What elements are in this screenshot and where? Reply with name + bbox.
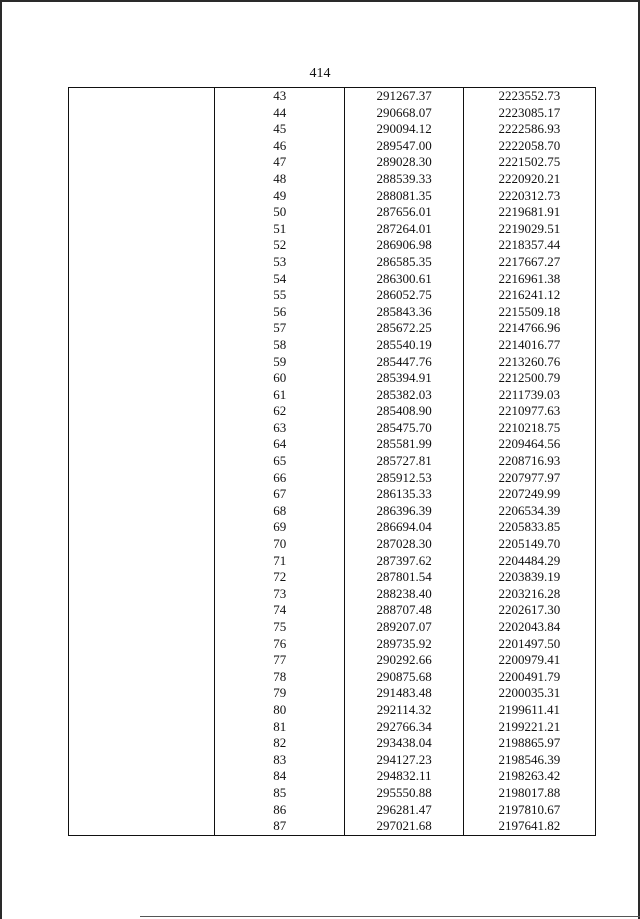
empty-cell	[69, 619, 215, 636]
x-coordinate-cell: 286300.61	[345, 271, 463, 288]
x-coordinate-cell: 285912.53	[345, 470, 463, 487]
empty-cell	[69, 204, 215, 221]
point-number-cell: 80	[215, 702, 345, 719]
y-coordinate-cell: 2203839.19	[498, 569, 561, 585]
point-number-cell: 60	[215, 370, 345, 387]
y-coordinate-cell: 2208716.93	[498, 453, 561, 469]
empty-cell	[69, 287, 215, 304]
x-coordinate-cell: 295550.88	[345, 785, 463, 802]
point-number-cell: 75	[215, 619, 345, 636]
table-row	[69, 785, 595, 802]
empty-cell	[69, 652, 215, 669]
point-number-cell: 50	[215, 204, 345, 221]
empty-cell	[69, 105, 215, 122]
table-row	[69, 121, 595, 138]
empty-cell	[69, 752, 215, 769]
x-coordinate-cell: 288081.35	[345, 188, 463, 205]
y-coordinate-cell: 2223085.17	[498, 104, 561, 120]
y-coordinate-cell: 2209464.56	[498, 436, 561, 452]
empty-cell	[69, 470, 215, 487]
y-coordinate-cell: 2222058.70	[498, 137, 561, 153]
x-coordinate-cell: 285540.19	[345, 337, 463, 354]
x-coordinate-cell: 289547.00	[345, 138, 463, 155]
point-number-cell: 81	[215, 719, 345, 736]
y-coordinate-cell: 2210218.75	[498, 419, 561, 435]
point-number-cell: 66	[215, 470, 345, 487]
x-coordinate-cell: 286135.33	[345, 486, 463, 503]
x-coordinate-cell: 285447.76	[345, 354, 463, 371]
x-coordinate-cell: 290292.66	[345, 652, 463, 669]
x-coordinate-cell: 286694.04	[345, 519, 463, 536]
table-row	[69, 636, 595, 653]
point-number-cell: 62	[215, 403, 345, 420]
point-number-cell: 45	[215, 121, 345, 138]
table-row	[69, 768, 595, 785]
x-coordinate-cell: 286396.39	[345, 503, 463, 520]
table-row	[69, 536, 595, 553]
y-coordinate-cell: 2202043.84	[498, 619, 561, 634]
y-coordinate-cell: 2214766.96	[498, 320, 561, 336]
point-number-cell: 52	[215, 237, 345, 254]
point-number-cell: 65	[215, 453, 345, 470]
x-coordinate-cell: 286052.75	[345, 287, 463, 304]
x-coordinate-cell: 285382.03	[345, 387, 463, 404]
table-row	[69, 586, 595, 603]
point-number-cell: 63	[215, 420, 345, 437]
x-coordinate-cell: 291267.37	[345, 88, 463, 105]
empty-cell	[69, 685, 215, 702]
x-coordinate-cell: 288238.40	[345, 586, 463, 603]
empty-cell	[69, 121, 215, 138]
x-coordinate-cell: 285475.70	[345, 420, 463, 437]
table-row	[69, 254, 595, 271]
x-coordinate-cell: 287397.62	[345, 553, 463, 570]
point-number-cell: 46	[215, 138, 345, 155]
page-number: 414	[309, 66, 331, 81]
table-row	[69, 569, 595, 586]
table-row	[69, 105, 595, 122]
x-coordinate-cell: 286585.35	[345, 254, 463, 271]
table-row	[69, 735, 595, 752]
x-coordinate-cell: 292766.34	[345, 719, 463, 736]
empty-cell	[69, 569, 215, 586]
empty-cell	[69, 553, 215, 570]
x-coordinate-cell: 294832.11	[345, 768, 463, 785]
empty-cell	[69, 237, 215, 254]
point-number-cell: 87	[215, 818, 345, 835]
empty-cell	[69, 536, 215, 553]
point-number-cell: 51	[215, 221, 345, 238]
empty-cell	[69, 171, 215, 188]
point-number-cell: 83	[215, 752, 345, 769]
y-coordinate-cell: 2198546.39	[498, 751, 561, 767]
empty-cell	[69, 320, 215, 337]
y-coordinate-cell: 2223552.73	[498, 88, 561, 103]
table-row	[69, 453, 595, 470]
x-coordinate-cell: 289028.30	[345, 154, 463, 171]
point-number-cell: 73	[215, 586, 345, 603]
point-number-cell: 74	[215, 602, 345, 619]
y-coordinate-cell: 2205833.85	[498, 519, 561, 535]
y-coordinate-cell: 2219681.91	[498, 204, 561, 220]
empty-cell	[69, 453, 215, 470]
point-number-cell: 78	[215, 669, 345, 686]
empty-cell	[69, 802, 215, 819]
y-coordinate-cell: 2220920.21	[498, 170, 561, 186]
empty-cell	[69, 88, 215, 105]
x-coordinate-cell: 287264.01	[345, 221, 463, 238]
x-coordinate-cell: 289735.92	[345, 636, 463, 653]
table-row	[69, 204, 595, 221]
y-coordinate-cell: 2217667.27	[498, 253, 561, 269]
point-number-cell: 55	[215, 287, 345, 304]
empty-cell	[69, 436, 215, 453]
point-number-cell: 49	[215, 188, 345, 205]
y-coordinate-cell: 2221502.75	[498, 154, 561, 170]
point-number-cell: 59	[215, 354, 345, 371]
empty-cell	[69, 271, 215, 288]
table-row	[69, 553, 595, 570]
y-coordinate-cell: 2197641.82	[498, 818, 561, 834]
table-row	[69, 652, 595, 669]
table-row	[69, 237, 595, 254]
empty-cell	[69, 188, 215, 205]
point-number-cell: 67	[215, 486, 345, 503]
empty-cell	[69, 602, 215, 619]
y-coordinate-cell: 2218357.44	[498, 237, 561, 253]
y-coordinate-cell: 2207977.97	[498, 469, 561, 485]
table-row	[69, 354, 595, 371]
point-number-cell: 57	[215, 320, 345, 337]
point-number-cell: 71	[215, 553, 345, 570]
point-number-cell: 82	[215, 735, 345, 752]
table-row	[69, 752, 595, 769]
table-row	[69, 470, 595, 487]
y-coordinate-cell: 2215509.18	[498, 303, 561, 319]
table-row	[69, 669, 595, 686]
empty-cell	[69, 719, 215, 736]
point-number-cell: 84	[215, 768, 345, 785]
y-coordinate-cell: 2200979.41	[498, 652, 561, 668]
x-coordinate-cell: 292114.32	[345, 702, 463, 719]
table-row	[69, 320, 595, 337]
empty-cell	[69, 519, 215, 536]
empty-cell	[69, 768, 215, 785]
table-row	[69, 503, 595, 520]
table-row	[69, 420, 595, 437]
empty-cell	[69, 586, 215, 603]
empty-cell	[69, 403, 215, 420]
x-coordinate-cell: 289207.07	[345, 619, 463, 636]
x-coordinate-cell: 288539.33	[345, 171, 463, 188]
table-row	[69, 685, 595, 702]
table-row	[69, 403, 595, 420]
point-number-cell: 43	[215, 88, 345, 105]
empty-cell	[69, 304, 215, 321]
point-number-cell: 44	[215, 105, 345, 122]
empty-cell	[69, 702, 215, 719]
y-coordinate-cell: 2198263.42	[498, 768, 561, 784]
x-coordinate-cell: 287028.30	[345, 536, 463, 553]
x-coordinate-cell: 288707.48	[345, 602, 463, 619]
empty-cell	[69, 503, 215, 520]
empty-cell	[69, 221, 215, 238]
x-coordinate-cell: 285727.81	[345, 453, 463, 470]
point-number-cell: 56	[215, 304, 345, 321]
empty-cell	[69, 387, 215, 404]
point-number-cell: 47	[215, 154, 345, 171]
x-coordinate-cell: 290875.68	[345, 669, 463, 686]
table-row	[69, 370, 595, 387]
table-row	[69, 486, 595, 503]
y-coordinate-cell: 2206534.39	[498, 502, 561, 518]
empty-cell	[69, 354, 215, 371]
table-row	[69, 88, 595, 105]
y-coordinate-cell: 2211739.03	[498, 386, 561, 402]
y-coordinate-cell: 2213260.76	[498, 353, 561, 369]
y-coordinate-cell: 2197810.67	[498, 801, 561, 817]
empty-cell	[69, 486, 215, 503]
empty-cell	[69, 154, 215, 171]
y-coordinate-cell: 2200035.31	[498, 685, 561, 701]
table-row	[69, 337, 595, 354]
point-number-cell: 64	[215, 436, 345, 453]
point-number-cell: 68	[215, 503, 345, 520]
coordinate-table	[68, 87, 596, 836]
point-number-cell: 69	[215, 519, 345, 536]
x-coordinate-cell: 285581.99	[345, 436, 463, 453]
x-coordinate-cell: 293438.04	[345, 735, 463, 752]
table-row	[69, 188, 595, 205]
y-coordinate-cell: 2214016.77	[498, 336, 561, 352]
y-coordinate-cell: 2203216.28	[498, 585, 561, 601]
scan-edge-bottom	[140, 916, 640, 917]
table-row	[69, 221, 595, 238]
table-row	[69, 602, 595, 619]
empty-cell	[69, 818, 215, 835]
x-coordinate-cell: 291483.48	[345, 685, 463, 702]
point-number-cell: 53	[215, 254, 345, 271]
point-number-cell: 61	[215, 387, 345, 404]
y-coordinate-cell: 2222586.93	[498, 121, 561, 137]
table-row	[69, 719, 595, 736]
y-coordinate-cell: 2199611.41	[498, 701, 561, 717]
point-number-cell: 72	[215, 569, 345, 586]
point-number-cell: 79	[215, 685, 345, 702]
y-coordinate-cell: 2210977.63	[498, 403, 561, 419]
table-row	[69, 702, 595, 719]
table-row	[69, 818, 595, 835]
y-coordinate-cell: 2212500.79	[498, 370, 561, 386]
x-coordinate-cell: 296281.47	[345, 802, 463, 819]
table-row	[69, 387, 595, 404]
y-coordinate-cell: 2216241.12	[498, 287, 561, 303]
y-coordinate-cell: 2198017.88	[498, 784, 561, 800]
x-coordinate-cell: 285672.25	[345, 320, 463, 337]
x-coordinate-cell: 287801.54	[345, 569, 463, 586]
table-row	[69, 436, 595, 453]
empty-cell	[69, 138, 215, 155]
y-coordinate-cell: 2201497.50	[498, 635, 561, 651]
x-coordinate-cell: 290668.07	[345, 105, 463, 122]
y-coordinate-cell: 2219029.51	[498, 220, 561, 236]
point-number-cell: 58	[215, 337, 345, 354]
point-number-cell: 85	[215, 785, 345, 802]
point-number-cell: 76	[215, 636, 345, 653]
empty-cell	[69, 337, 215, 354]
y-coordinate-cell: 2204484.29	[498, 552, 561, 568]
y-coordinate-cell: 2199221.21	[498, 718, 561, 734]
table-row	[69, 304, 595, 321]
y-coordinate-cell: 2220312.73	[498, 187, 561, 203]
y-coordinate-cell: 2200491.79	[498, 668, 561, 684]
empty-cell	[69, 370, 215, 387]
x-coordinate-cell: 294127.23	[345, 752, 463, 769]
x-coordinate-cell: 290094.12	[345, 121, 463, 138]
table-row	[69, 138, 595, 155]
table-row	[69, 287, 595, 304]
x-coordinate-cell: 285408.90	[345, 403, 463, 420]
table-row	[69, 519, 595, 536]
empty-cell	[69, 785, 215, 802]
x-coordinate-cell: 285394.91	[345, 370, 463, 387]
table-row	[69, 171, 595, 188]
empty-cell	[69, 636, 215, 653]
empty-cell	[69, 735, 215, 752]
scan-edge-left	[0, 0, 2, 919]
y-coordinate-cell: 2205149.70	[498, 536, 561, 552]
x-coordinate-cell: 286906.98	[345, 237, 463, 254]
point-number-cell: 77	[215, 652, 345, 669]
scan-edge-top	[0, 0, 640, 2]
point-number-cell: 70	[215, 536, 345, 553]
point-number-cell: 54	[215, 271, 345, 288]
y-coordinate-cell: 2202617.30	[498, 602, 561, 618]
x-coordinate-cell: 285843.36	[345, 304, 463, 321]
empty-cell	[69, 420, 215, 437]
y-coordinate-cell: 2207249.99	[498, 486, 561, 502]
empty-cell	[69, 669, 215, 686]
y-coordinate-cell: 2216961.38	[498, 270, 561, 286]
table-row	[69, 619, 595, 636]
y-coordinate-cell: 2198865.97	[498, 735, 561, 751]
point-number-cell: 86	[215, 802, 345, 819]
table-row	[69, 271, 595, 288]
table-row	[69, 154, 595, 171]
empty-cell	[69, 254, 215, 271]
x-coordinate-cell: 297021.68	[345, 818, 463, 835]
x-coordinate-cell: 287656.01	[345, 204, 463, 221]
table-row	[69, 802, 595, 819]
point-number-cell: 48	[215, 171, 345, 188]
